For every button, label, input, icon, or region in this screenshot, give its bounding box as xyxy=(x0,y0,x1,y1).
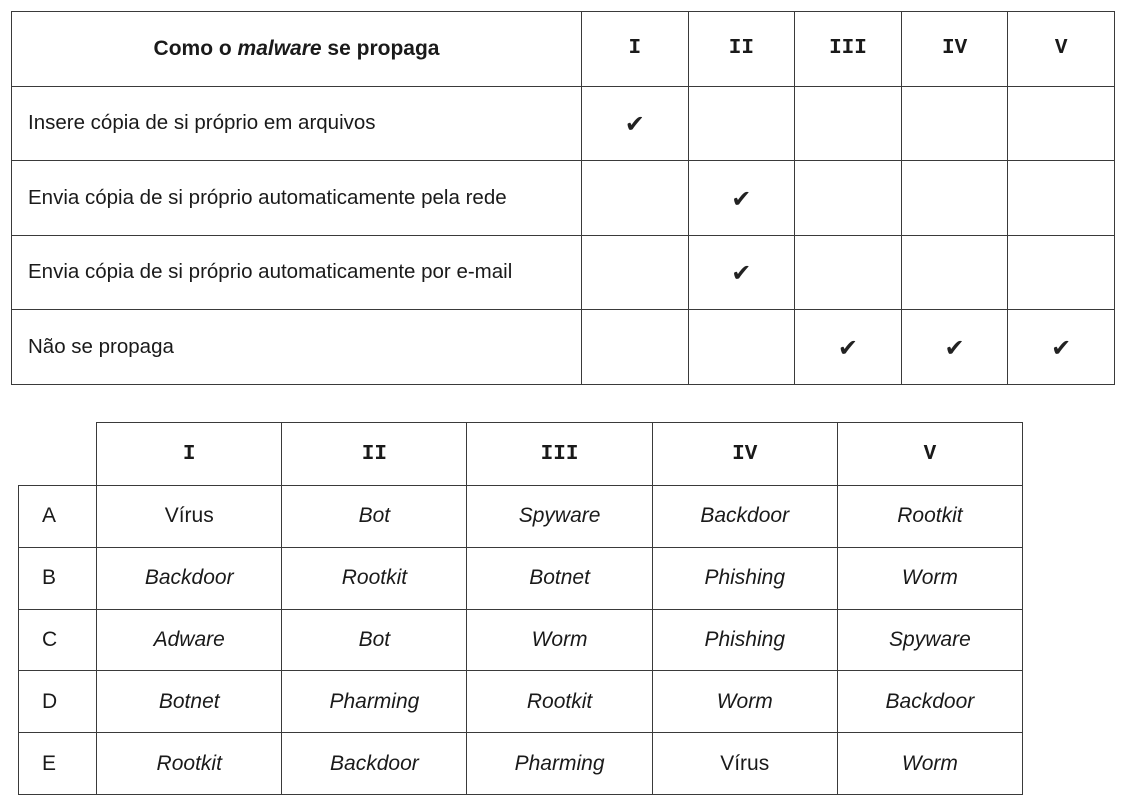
check-mark-icon: ✔ xyxy=(688,235,795,310)
options-table-header-row xyxy=(19,423,1023,486)
option-cell: Pharming xyxy=(282,671,467,733)
option-cell: Pharming xyxy=(467,733,652,795)
option-letter: E xyxy=(19,733,97,795)
option-cell: Rootkit xyxy=(97,733,282,795)
propagation-row xyxy=(12,86,1115,161)
propagation-row-label: Não se propaga xyxy=(12,310,582,385)
empty-cell xyxy=(901,235,1008,310)
option-cell: Vírus xyxy=(652,733,837,795)
t1-col-header: IV xyxy=(901,12,1008,87)
option-cell: Botnet xyxy=(467,547,652,609)
option-cell: Backdoor xyxy=(652,486,837,548)
option-cell: Phishing xyxy=(652,547,837,609)
option-cell: Worm xyxy=(467,609,652,671)
empty-cell xyxy=(1008,161,1115,236)
empty-cell xyxy=(582,161,689,236)
option-cell: Spyware xyxy=(837,609,1022,671)
t2-col-header: II xyxy=(282,423,467,486)
propagation-table-header-row xyxy=(12,12,1115,87)
empty-cell xyxy=(688,310,795,385)
option-cell: Vírus xyxy=(97,486,282,548)
check-mark-icon: ✔ xyxy=(582,86,689,161)
options-table xyxy=(18,422,1023,795)
option-cell: Backdoor xyxy=(282,733,467,795)
propagation-table xyxy=(11,11,1115,385)
option-cell: Bot xyxy=(282,486,467,548)
empty-cell xyxy=(582,310,689,385)
empty-cell xyxy=(795,86,902,161)
options-table-body xyxy=(19,486,1023,795)
propagation-row xyxy=(12,235,1115,310)
check-mark-icon: ✔ xyxy=(795,310,902,385)
options-corner-cell xyxy=(19,423,97,486)
option-cell: Phishing xyxy=(652,609,837,671)
option-letter: B xyxy=(19,547,97,609)
option-cell: Backdoor xyxy=(837,671,1022,733)
empty-cell xyxy=(688,86,795,161)
header-italic-word: malware xyxy=(237,36,322,60)
t2-col-header: IV xyxy=(652,423,837,486)
propagation-header-title xyxy=(12,12,582,87)
option-cell: Spyware xyxy=(467,486,652,548)
option-row xyxy=(19,609,1023,671)
empty-cell xyxy=(582,235,689,310)
t1-col-header: V xyxy=(1008,12,1115,87)
option-row xyxy=(19,486,1023,548)
check-mark-icon: ✔ xyxy=(688,161,795,236)
option-letter: A xyxy=(19,486,97,548)
option-row xyxy=(19,733,1023,795)
check-mark-icon: ✔ xyxy=(1008,310,1115,385)
t1-col-header: II xyxy=(688,12,795,87)
option-row xyxy=(19,671,1023,733)
propagation-row xyxy=(12,161,1115,236)
header-prefix: Como o xyxy=(153,36,238,60)
option-cell: Worm xyxy=(652,671,837,733)
option-letter: C xyxy=(19,609,97,671)
propagation-row-label: Insere cópia de si próprio em arquivos xyxy=(12,86,582,161)
option-row xyxy=(19,547,1023,609)
option-cell: Botnet xyxy=(97,671,282,733)
propagation-row xyxy=(12,310,1115,385)
t2-col-header: V xyxy=(837,423,1022,486)
option-cell: Rootkit xyxy=(467,671,652,733)
option-cell: Rootkit xyxy=(282,547,467,609)
t1-col-header: I xyxy=(582,12,689,87)
empty-cell xyxy=(1008,86,1115,161)
propagation-row-label: Envia cópia de si próprio automaticamente por e-mail xyxy=(12,235,582,310)
empty-cell xyxy=(901,86,1008,161)
propagation-table-body xyxy=(12,86,1115,384)
empty-cell xyxy=(1008,235,1115,310)
option-letter: D xyxy=(19,671,97,733)
check-mark-icon: ✔ xyxy=(901,310,1008,385)
empty-cell xyxy=(795,235,902,310)
header-suffix: se propaga xyxy=(321,36,440,60)
t2-col-header: I xyxy=(97,423,282,486)
option-cell: Rootkit xyxy=(837,486,1022,548)
option-cell: Bot xyxy=(282,609,467,671)
empty-cell xyxy=(795,161,902,236)
option-cell: Worm xyxy=(837,733,1022,795)
t2-col-header: III xyxy=(467,423,652,486)
propagation-row-label: Envia cópia de si próprio automaticamente pela rede xyxy=(12,161,582,236)
option-cell: Backdoor xyxy=(97,547,282,609)
t1-col-header: III xyxy=(795,12,902,87)
option-cell: Adware xyxy=(97,609,282,671)
empty-cell xyxy=(901,161,1008,236)
option-cell: Worm xyxy=(837,547,1022,609)
